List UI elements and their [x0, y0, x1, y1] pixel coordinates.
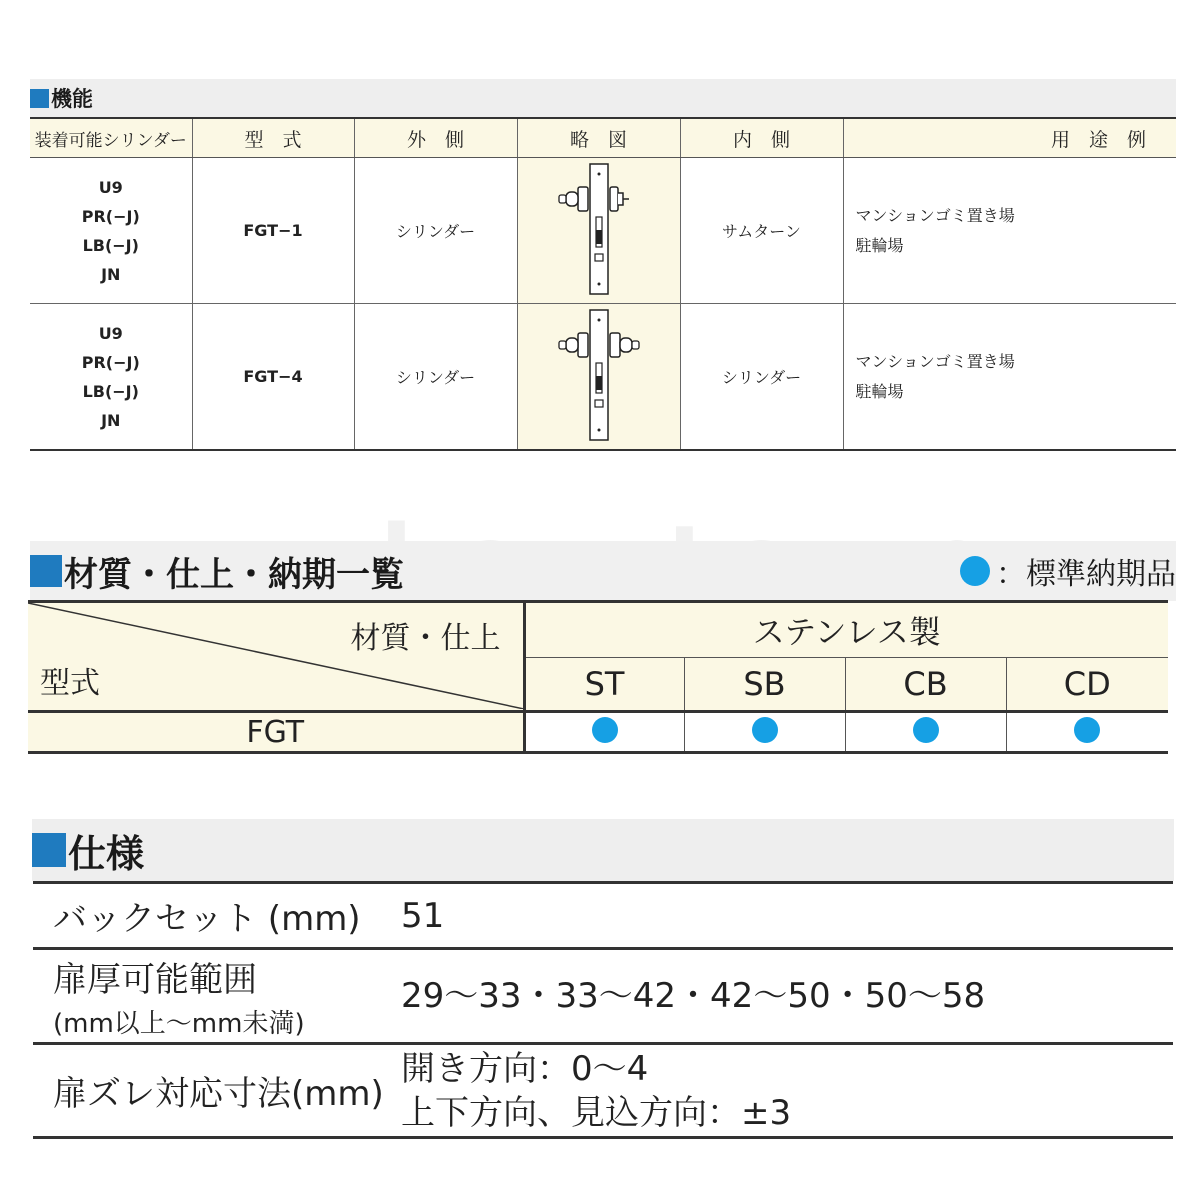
available-dot-icon: [752, 717, 778, 743]
lock-sketch-double-cylinder-icon: [549, 308, 649, 442]
standard-delivery-dot-icon: [960, 556, 990, 586]
blue-square-icon: [30, 555, 62, 587]
lock-sketch-cell: [517, 304, 680, 451]
cylinder-list: [30, 304, 192, 451]
header-outside: 外 側: [354, 118, 517, 158]
function-table: [30, 117, 1176, 451]
table-row: [33, 883, 1173, 949]
use-item: マンションゴミ置き場: [855, 351, 1015, 371]
cylinder-item: LB(−J): [82, 235, 139, 255]
availability-cell-cd: [1006, 712, 1168, 753]
availability-cell-st: [524, 712, 684, 753]
spec-value-line: 上下方向、見込方向：±3: [401, 1092, 792, 1133]
spec-value-line: 29〜33・33〜42・42〜50・50〜58: [401, 976, 986, 1016]
lock-sketch-thumbturn-icon: [549, 162, 649, 296]
spec-label-sub: (mm以上〜mm未満): [53, 1009, 305, 1039]
cylinder-item: LB(−J): [82, 381, 139, 401]
uses-cell: [843, 304, 1176, 451]
header-uses: 用 途 例: [843, 118, 1176, 158]
outside-cell: シリンダー: [354, 304, 517, 451]
cylinder-item: JN: [101, 410, 121, 430]
legend: [960, 549, 1176, 593]
spec-value-door-thickness: [401, 949, 1173, 1044]
blue-square-icon: [32, 833, 66, 867]
lock-sketch-cell: [517, 158, 680, 304]
material-table: [28, 600, 1168, 754]
availability-cell-cb: [845, 712, 1006, 753]
header-model: 型 式: [192, 118, 354, 158]
header-inside: 内 側: [680, 118, 843, 158]
grade-header-cb: CB: [845, 658, 1006, 712]
model-cell: FGT−1: [192, 158, 354, 304]
function-table-header-row: [30, 118, 1176, 158]
header-cylinder: 装着可能シリンダー: [30, 118, 192, 158]
use-item: 駐輪場: [855, 235, 904, 255]
spec-section-title: 仕様: [68, 831, 145, 876]
available-dot-icon: [592, 717, 618, 743]
grade-header-st: ST: [524, 658, 684, 712]
use-item: 駐輪場: [855, 381, 904, 401]
spec-label-backset: バックセット (mm): [33, 883, 401, 949]
table-row: [30, 158, 1176, 304]
header-sketch: 略 図: [517, 118, 680, 158]
material-header: ステンレス製: [524, 602, 1168, 658]
diagonal-corner-cell: [28, 602, 524, 712]
spec-value-door-shift: [401, 1044, 1173, 1138]
grade-header-sb: SB: [684, 658, 845, 712]
spec-section-header: [32, 819, 1174, 881]
spec-label-door-thickness: [33, 949, 401, 1044]
material-section-header: [30, 541, 1176, 601]
cylinder-item: PR(−J): [81, 206, 140, 226]
spec-label-door-shift: 扉ズレ対応寸法(mm): [33, 1044, 401, 1138]
corner-material-label: 材質・仕上: [350, 621, 501, 656]
available-dot-icon: [913, 717, 939, 743]
spec-label-main: 扉厚可能範囲: [53, 960, 257, 1000]
corner-model-label: 型式: [40, 666, 100, 701]
availability-cell-sb: [684, 712, 845, 753]
function-section-header: [30, 79, 1176, 117]
outside-cell: シリンダー: [354, 158, 517, 304]
spec-value-line: 開き方向：0〜4: [401, 1048, 649, 1089]
table-row: [28, 712, 1168, 753]
function-section-title: 機能: [51, 87, 93, 111]
blue-square-icon: [30, 89, 49, 108]
available-dot-icon: [1074, 717, 1100, 743]
spec-value-line: 51: [401, 895, 445, 936]
spec-table: [33, 881, 1173, 1139]
inside-cell: シリンダー: [680, 304, 843, 451]
model-fgt-cell: FGT: [28, 712, 524, 753]
model-cell: FGT−4: [192, 304, 354, 451]
cylinder-list: [30, 158, 192, 304]
table-row: [33, 949, 1173, 1044]
cylinder-item: U9: [98, 323, 123, 343]
material-section-title: 材質・仕上・納期一覧: [64, 554, 404, 595]
use-item: マンションゴミ置き場: [855, 205, 1015, 225]
grade-header-cd: CD: [1006, 658, 1168, 712]
table-row: [33, 1044, 1173, 1138]
cylinder-item: U9: [98, 177, 123, 197]
legend-label: ：標準納期品: [996, 557, 1176, 592]
spec-value-backset: [401, 883, 1173, 949]
inside-cell: サムターン: [680, 158, 843, 304]
table-row: [30, 304, 1176, 451]
uses-cell: [843, 158, 1176, 304]
cylinder-item: JN: [101, 264, 121, 284]
cylinder-item: PR(−J): [81, 352, 140, 372]
